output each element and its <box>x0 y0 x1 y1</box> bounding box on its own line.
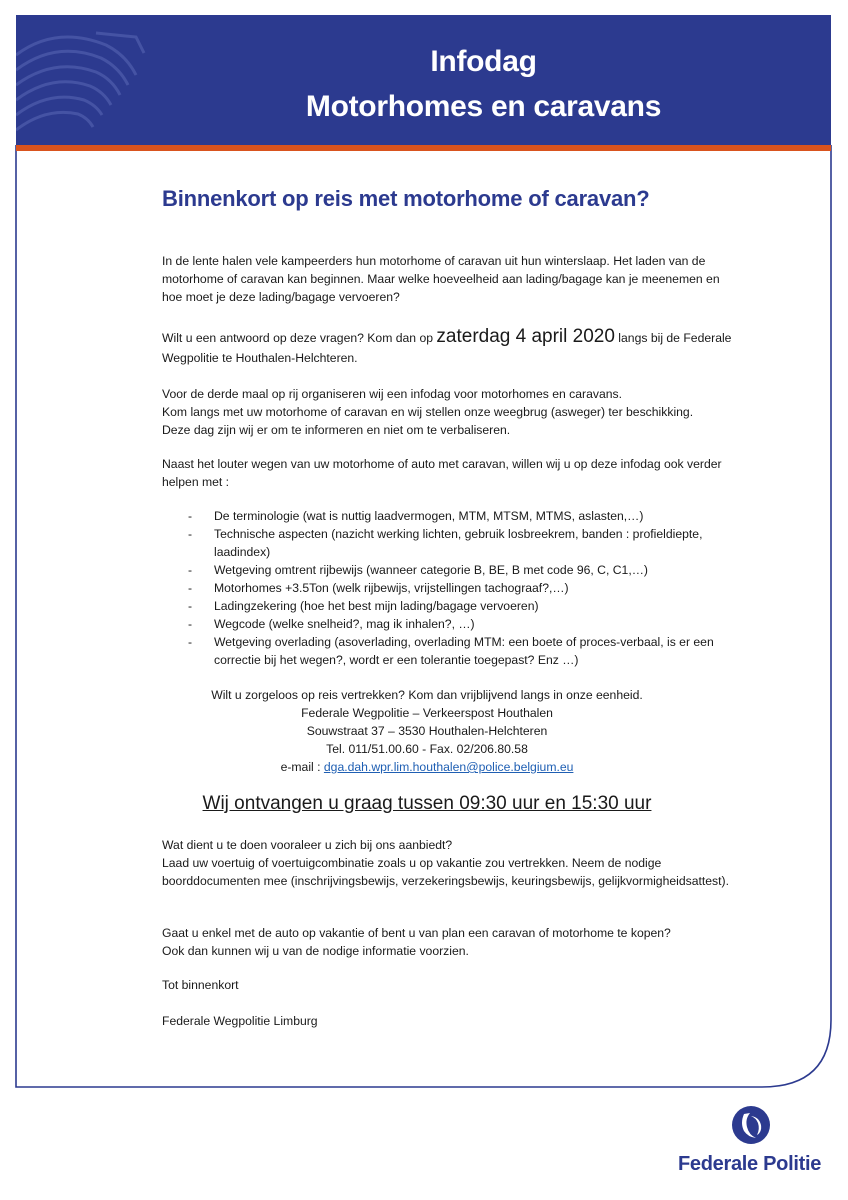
intro-text: In de lente halen vele kampeerders hun motorhome of caravan uit hun winterslaap. Het laden van de motorhome of caravan kan beginnen. Maar welke hoeveelheid aan lading/bagage kan je meenemen en hoe moet je deze lading/bagage vervoeren? <box>162 254 720 304</box>
organise-line2: Kom langs met uw motorhome of caravan en wij stellen onze weegbrug (asweger) ter beschikking. <box>162 405 694 419</box>
info-paragraph <box>162 924 732 960</box>
invite-text-after: langs bij de Federale Wegpolitie te Houthalen-Helchteren. <box>162 331 732 365</box>
email-label: e-mail : <box>280 760 324 774</box>
closing: Tot binnenkort <box>162 978 239 992</box>
organise-paragraph <box>162 385 732 439</box>
info-line2: Ook dan kunnen wij u van de nodige informatie voorzien. <box>162 944 469 958</box>
event-date: zaterdag 4 april 2020 <box>436 326 615 347</box>
banner-decoration <box>16 15 146 145</box>
topics-list <box>162 507 732 669</box>
invite-paragraph <box>162 327 732 368</box>
intro-paragraph <box>162 252 732 306</box>
contact-invite: Wilt u zorgeloos op reis vertrekken? Kom dan vrijblijvend langs in onze eenheid. <box>211 688 643 702</box>
signature: Federale Wegpolitie Limburg <box>162 1014 318 1028</box>
organise-line1: Voor de derde maal op rij organiseren wij een infodag voor motorhomes en caravans. <box>162 387 623 401</box>
info-line1: Gaat u enkel met de auto op vakantie of bent u van plan een caravan of motorhome te kopen? <box>162 926 671 940</box>
invite-text-before: Wilt u een antwoord op deze vragen? Kom dan op <box>162 331 437 345</box>
help-text: Naast het louter wegen van uw motorhome of auto met caravan, willen wij u op deze infodag ook verder helpen met : <box>162 457 722 489</box>
contact-block <box>162 686 692 776</box>
list-item: - De terminologie (wat is nuttig laadvermogen, MTM, MTSM, MTMS, aslasten,…) <box>188 509 644 523</box>
page-heading: Binnenkort op reis met motorhome of caravan? <box>162 186 650 211</box>
preparation-question: Wat dient u te doen vooraleer u zich bij ons aanbiedt? <box>162 838 453 852</box>
contact-address: Souwstraat 37 – 3530 Houthalen-Helchteren <box>306 724 548 738</box>
preparation-text: Laad uw voertuig of voertuigcombinatie zoals u op vakantie zou vertrekken. Neem de nodige boorddocumenten mee (inschrijvingsbewijs, verzekeringsbewijs, keuringsbewijs, gelijkvormigheidsattest). <box>162 856 729 888</box>
banner-title-line1: Infodag <box>430 45 537 78</box>
list-item: - Wegcode (welke snelheid?, mag ik inhalen?, …) <box>188 617 475 631</box>
list-item: - Wetgeving omtrent rijbewijs (wanneer categorie B, BE, B met code 96, C, C1,…) <box>188 563 648 577</box>
opening-hours: Wij ontvangen u graag tussen 09:30 uur en 15:30 uur <box>202 793 652 814</box>
banner-title-line2: Motorhomes en caravans <box>305 90 662 123</box>
list-item: - Technische aspecten (nazicht werking lichten, gebruik losbreekrem, banden : profieldiepte, laadindex) <box>188 527 703 559</box>
police-emblem-icon <box>731 1103 771 1147</box>
list-item: - Wetgeving overlading (asoverlading, overlading MTM: een boete of proces-verbaal, is er een correctie bij het wegen?, wordt er een tolerantie toegepast? Enz …) <box>188 635 714 667</box>
contact-unit: Federale Wegpolitie – Verkeerspost Houthalen <box>301 706 553 720</box>
list-item: - Ladingzekering (hoe het best mijn lading/bagage vervoeren) <box>188 599 539 613</box>
help-paragraph <box>162 455 732 491</box>
organise-line3: Deze dag zijn wij er om te informeren en niet om te verbaliseren. <box>162 423 511 437</box>
preparation-paragraph <box>162 836 732 890</box>
email-link[interactable]: dga.dah.wpr.lim.houthalen@police.belgium.eu <box>323 760 574 774</box>
contact-phone: Tel. 011/51.00.60 - Fax. 02/206.80.58 <box>326 742 528 756</box>
list-item: - Motorhomes +3.5Ton (welk rijbewijs, vrijstellingen tachograaf?,…) <box>188 581 569 595</box>
logo-text: Federale Politie <box>678 1153 822 1175</box>
federal-police-logo <box>660 1103 840 1183</box>
header-banner <box>16 15 831 145</box>
banner-accent-stripe <box>16 145 831 151</box>
